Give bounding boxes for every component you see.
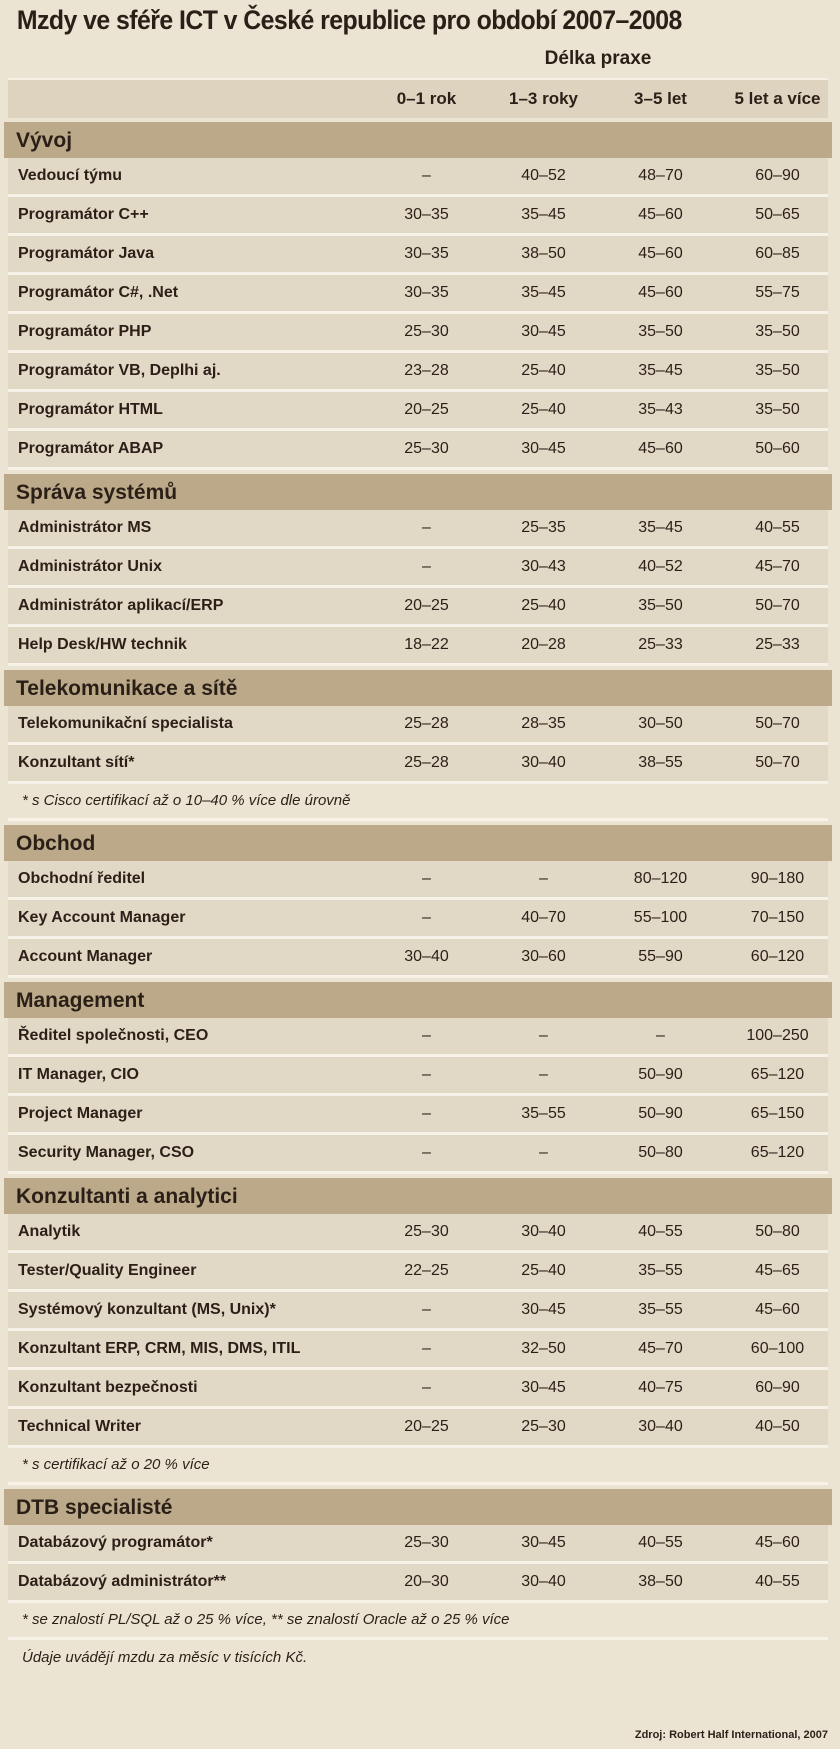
salary-cell: 50–80 bbox=[638, 1144, 683, 1161]
salary-cell: – bbox=[539, 870, 548, 887]
job-title: Programátor C++ bbox=[18, 206, 149, 223]
salary-cell: 45–70 bbox=[638, 1340, 683, 1357]
salary-cell: 50–70 bbox=[755, 597, 800, 614]
salary-cell: 30–40 bbox=[521, 754, 566, 771]
table-row bbox=[8, 1331, 828, 1370]
job-title: Technical Writer bbox=[18, 1418, 141, 1435]
salary-cell: 55–90 bbox=[638, 948, 683, 965]
salary-cell: 30–45 bbox=[521, 440, 566, 457]
column-header: 1–3 roky bbox=[509, 89, 578, 108]
salary-cell: 30–45 bbox=[521, 1534, 566, 1551]
salary-cell: 40–52 bbox=[638, 558, 683, 575]
table-row bbox=[8, 1292, 828, 1331]
salary-cell: – bbox=[422, 167, 431, 184]
job-title: Programátor ABAP bbox=[18, 440, 164, 457]
salary-cell: 20–30 bbox=[404, 1573, 449, 1590]
job-title: Konzultant ERP, CRM, MIS, DMS, ITIL bbox=[18, 1340, 301, 1357]
salary-cell: – bbox=[422, 1066, 431, 1083]
salary-cell: 40–52 bbox=[521, 167, 566, 184]
table-row bbox=[8, 510, 828, 549]
table-row bbox=[8, 1409, 828, 1448]
salary-cell: 22–25 bbox=[404, 1262, 449, 1279]
job-title: Administrátor Unix bbox=[18, 558, 163, 575]
salary-cell: 45–60 bbox=[638, 284, 683, 301]
column-header: 0–1 rok bbox=[396, 89, 457, 108]
salary-cell: 45–70 bbox=[755, 558, 800, 575]
salary-cell: – bbox=[422, 1340, 431, 1357]
table-row bbox=[8, 431, 828, 470]
salary-cell: 35–55 bbox=[521, 1105, 566, 1122]
salary-cell: 25–40 bbox=[521, 401, 566, 418]
salary-cell: 45–60 bbox=[638, 206, 683, 223]
salary-cell: 25–40 bbox=[521, 362, 566, 379]
salary-cell: 65–120 bbox=[750, 1066, 805, 1083]
salary-cell: 50–70 bbox=[755, 754, 800, 771]
salary-cell: 35–50 bbox=[638, 323, 683, 340]
job-title: Tester/Quality Engineer bbox=[18, 1262, 197, 1279]
job-title: Databázový administrátor** bbox=[18, 1573, 227, 1590]
salary-cell: 40–75 bbox=[638, 1379, 683, 1396]
salary-cell: 30–35 bbox=[404, 245, 449, 262]
salary-cell: 35–45 bbox=[521, 206, 566, 223]
salary-cell: – bbox=[422, 1105, 431, 1122]
salary-cell: 50–60 bbox=[755, 440, 800, 457]
job-title: Programátor C#, .Net bbox=[18, 284, 179, 301]
salary-cell: 23–28 bbox=[404, 362, 449, 379]
salary-cell: – bbox=[422, 558, 431, 575]
salary-cell: – bbox=[539, 1144, 548, 1161]
table-row bbox=[8, 158, 828, 197]
salary-cell: 38–50 bbox=[638, 1573, 683, 1590]
section-heading: Správa systémů bbox=[4, 474, 832, 510]
table-row bbox=[8, 236, 828, 275]
salary-cell: 25–30 bbox=[404, 1534, 449, 1551]
salary-cell: 20–25 bbox=[404, 1418, 449, 1435]
salary-cell: 45–60 bbox=[755, 1534, 800, 1551]
salary-cell: 40–50 bbox=[755, 1418, 800, 1435]
salary-cell: 45–60 bbox=[638, 245, 683, 262]
salary-cell: 18–22 bbox=[404, 636, 449, 653]
salary-cell: 35–50 bbox=[638, 597, 683, 614]
salary-cell: 70–150 bbox=[750, 909, 805, 926]
salary-cell: – bbox=[422, 1144, 431, 1161]
job-title: Programátor Java bbox=[18, 245, 155, 262]
salary-cell: – bbox=[656, 1027, 665, 1044]
salary-cell: 35–55 bbox=[638, 1262, 683, 1279]
salary-cell: 28–35 bbox=[521, 715, 566, 732]
table-row bbox=[8, 706, 828, 745]
salary-cell: – bbox=[422, 1379, 431, 1396]
salary-cell: 25–35 bbox=[521, 519, 566, 536]
section-note: * s certifikací až o 20 % více bbox=[8, 1448, 828, 1485]
salary-cell: 35–45 bbox=[638, 519, 683, 536]
salary-cell: 45–60 bbox=[755, 1301, 800, 1318]
salary-cell: 25–33 bbox=[638, 636, 683, 653]
salary-cell: 55–100 bbox=[633, 909, 688, 926]
table-row bbox=[8, 197, 828, 236]
salary-cell: 35–50 bbox=[755, 401, 800, 418]
table-row bbox=[8, 314, 828, 353]
salary-cell: 65–150 bbox=[750, 1105, 805, 1122]
salary-cell: 35–55 bbox=[638, 1301, 683, 1318]
salary-cell: 45–65 bbox=[755, 1262, 800, 1279]
salary-cell: 25–28 bbox=[404, 715, 449, 732]
table-row bbox=[8, 1096, 828, 1135]
table-row bbox=[8, 1370, 828, 1409]
salary-cell: – bbox=[539, 1066, 548, 1083]
job-title: Programátor VB, Deplhi aj. bbox=[18, 362, 221, 379]
salary-cell: 25–30 bbox=[404, 1223, 449, 1240]
salary-cell: 30–35 bbox=[404, 284, 449, 301]
job-title: IT Manager, CIO bbox=[18, 1066, 139, 1083]
salary-cell: 30–43 bbox=[521, 558, 566, 575]
salary-cell: 25–30 bbox=[404, 323, 449, 340]
table-row bbox=[8, 275, 828, 314]
column-header: 5 let a více bbox=[734, 89, 821, 108]
section-heading: DTB specialisté bbox=[4, 1489, 832, 1525]
section-note: * se znalostí PL/SQL až o 25 % více, ** se znalostí Oracle až o 25 % více bbox=[8, 1603, 828, 1640]
column-headers bbox=[8, 78, 828, 118]
salary-cell: 40–55 bbox=[755, 1573, 800, 1590]
salary-cell: 60–85 bbox=[755, 245, 800, 262]
table-row bbox=[8, 1135, 828, 1174]
job-title: Obchodní ředitel bbox=[18, 870, 146, 887]
salary-cell: 90–180 bbox=[750, 870, 805, 887]
experience-header bbox=[4, 40, 832, 78]
salary-cell: 100–250 bbox=[746, 1027, 809, 1044]
salary-cell: 35–45 bbox=[521, 284, 566, 301]
salary-cell: 50–90 bbox=[638, 1066, 683, 1083]
job-title: Databázový programátor* bbox=[18, 1534, 213, 1551]
job-title: Vedoucí týmu bbox=[18, 167, 123, 184]
page-title: Mzdy ve sféře ICT v České republice pro období 2007–2008 bbox=[16, 5, 682, 35]
salary-cell: 50–80 bbox=[755, 1223, 800, 1240]
salary-cell: 30–45 bbox=[521, 1379, 566, 1396]
salary-cell: 30–60 bbox=[521, 948, 566, 965]
salary-cell: 60–90 bbox=[755, 1379, 800, 1396]
salary-cell: 30–50 bbox=[638, 715, 683, 732]
salary-cell: 20–25 bbox=[404, 597, 449, 614]
salary-cell: 35–43 bbox=[638, 401, 683, 418]
salary-cell: 50–65 bbox=[755, 206, 800, 223]
job-title: Systémový konzultant (MS, Unix)* bbox=[18, 1301, 276, 1318]
salary-cell: 30–40 bbox=[404, 948, 449, 965]
salary-cell: 80–120 bbox=[633, 870, 688, 887]
salary-cell: 25–40 bbox=[521, 1262, 566, 1279]
footnote: Údaje uvádějí mzdu za měsíc v tisících Kč. bbox=[22, 1649, 308, 1666]
salary-cell: 50–70 bbox=[755, 715, 800, 732]
table-row bbox=[8, 392, 828, 431]
salary-cell: 25–28 bbox=[404, 754, 449, 771]
table-row bbox=[8, 1525, 828, 1564]
table-row bbox=[8, 1057, 828, 1096]
salary-cell: 55–75 bbox=[755, 284, 800, 301]
salary-cell: 20–25 bbox=[404, 401, 449, 418]
salary-cell: 20–28 bbox=[521, 636, 566, 653]
salary-cell: 25–40 bbox=[521, 597, 566, 614]
job-title: Security Manager, CSO bbox=[18, 1144, 195, 1161]
job-title: Account Manager bbox=[18, 948, 153, 965]
job-title: Key Account Manager bbox=[18, 909, 186, 926]
salary-cell: 60–90 bbox=[755, 167, 800, 184]
table-row bbox=[8, 745, 828, 784]
salary-cell: – bbox=[422, 909, 431, 926]
table-row bbox=[8, 1253, 828, 1292]
salary-cell: – bbox=[422, 870, 431, 887]
section-heading: Vývoj bbox=[4, 122, 832, 158]
table-row bbox=[8, 861, 828, 900]
job-title: Project Manager bbox=[18, 1105, 143, 1122]
table-row bbox=[8, 353, 828, 392]
section-note: * s Cisco certifikací až o 10–40 % více dle úrovně bbox=[8, 784, 828, 821]
salary-cell: 40–55 bbox=[755, 519, 800, 536]
salary-cell: – bbox=[422, 1027, 431, 1044]
salary-cell: 65–120 bbox=[750, 1144, 805, 1161]
salary-cell: – bbox=[422, 1301, 431, 1318]
salary-cell: 38–55 bbox=[638, 754, 683, 771]
salary-cell: 35–50 bbox=[755, 362, 800, 379]
table-row bbox=[8, 1564, 828, 1603]
salary-cell: 30–40 bbox=[521, 1223, 566, 1240]
table-row bbox=[8, 1018, 828, 1057]
job-title: Programátor PHP bbox=[18, 323, 152, 340]
job-title: Konzultant bezpečnosti bbox=[18, 1379, 198, 1396]
source-credit: Zdroj: Robert Half International, 2007 bbox=[634, 1729, 828, 1741]
table-row bbox=[8, 549, 828, 588]
job-title: Help Desk/HW technik bbox=[18, 636, 187, 653]
salary-cell: 30–35 bbox=[404, 206, 449, 223]
section-heading: Obchod bbox=[4, 825, 832, 861]
salary-cell: 25–30 bbox=[521, 1418, 566, 1435]
section-heading: Telekomunikace a sítě bbox=[4, 670, 832, 706]
salary-cell: – bbox=[539, 1027, 548, 1044]
salary-cell: 60–100 bbox=[750, 1340, 805, 1357]
salary-table-body bbox=[4, 122, 832, 1640]
salary-cell: 35–50 bbox=[755, 323, 800, 340]
salary-cell: 40–55 bbox=[638, 1534, 683, 1551]
salary-cell: 45–60 bbox=[638, 440, 683, 457]
job-title: Telekomunikační specialista bbox=[18, 715, 233, 732]
job-title: Administrátor aplikací/ERP bbox=[18, 597, 224, 614]
salary-cell: 25–30 bbox=[404, 440, 449, 457]
table-row bbox=[8, 627, 828, 666]
salary-cell: 40–70 bbox=[521, 909, 566, 926]
salary-cell: 38–50 bbox=[521, 245, 566, 262]
table-row bbox=[8, 900, 828, 939]
salary-cell: 25–33 bbox=[755, 636, 800, 653]
section-heading: Konzultanti a analytici bbox=[4, 1178, 832, 1214]
salary-cell: 60–120 bbox=[750, 948, 805, 965]
table-row bbox=[8, 588, 828, 627]
section-heading: Management bbox=[4, 982, 832, 1018]
salary-cell: 30–45 bbox=[521, 323, 566, 340]
salary-cell: 35–45 bbox=[638, 362, 683, 379]
salary-cell: 40–55 bbox=[638, 1223, 683, 1240]
salary-cell: 32–50 bbox=[521, 1340, 566, 1357]
column-header: 3–5 let bbox=[634, 89, 687, 108]
job-title: Analytik bbox=[18, 1223, 81, 1240]
salary-cell: 30–40 bbox=[521, 1573, 566, 1590]
salary-cell: 30–45 bbox=[521, 1301, 566, 1318]
table-row bbox=[8, 1214, 828, 1253]
experience-group-label: Délka praxe bbox=[544, 48, 652, 69]
job-title: Ředitel společnosti, CEO bbox=[18, 1027, 209, 1044]
job-title: Administrátor MS bbox=[18, 519, 152, 536]
job-title: Programátor HTML bbox=[18, 401, 163, 418]
job-title: Konzultant sítí* bbox=[18, 754, 135, 771]
salary-cell: 50–90 bbox=[638, 1105, 683, 1122]
salary-cell: 30–40 bbox=[638, 1418, 683, 1435]
table-row bbox=[8, 939, 828, 978]
salary-cell: – bbox=[422, 519, 431, 536]
salary-cell: 48–70 bbox=[638, 167, 683, 184]
